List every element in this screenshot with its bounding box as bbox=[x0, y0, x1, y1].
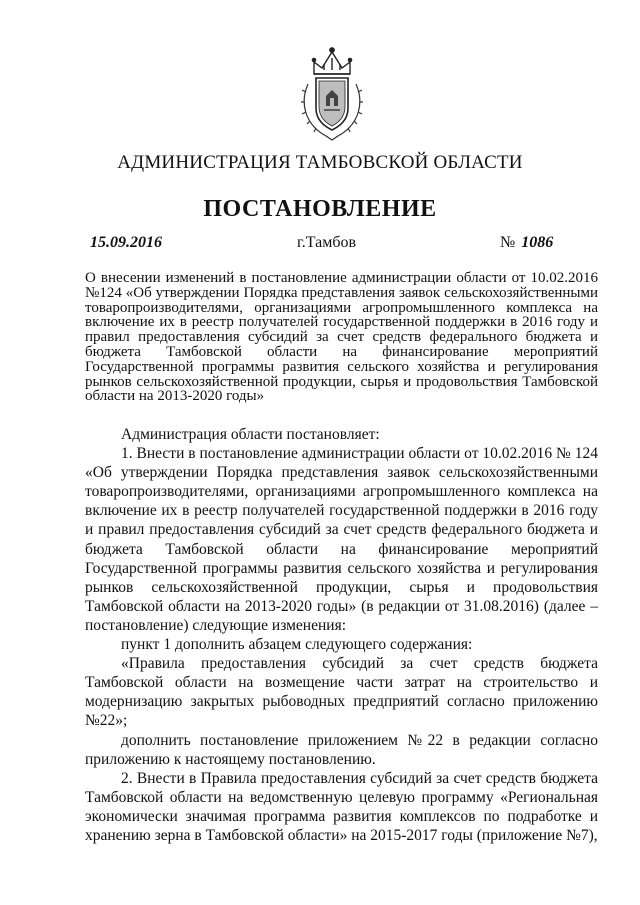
document-city: г.Тамбов bbox=[297, 234, 357, 251]
document-number bbox=[500, 234, 553, 252]
document-type-heading: ПОСТАНОВЛЕНИЕ bbox=[203, 196, 437, 222]
document-date: 15.09.2016 bbox=[90, 234, 162, 251]
body-paragraph: пункт 1 дополнить абзацем следующего содержания: bbox=[121, 636, 473, 654]
body-paragraph: «Правила предоставления субсидий за счет средств бюджета Тамбовской области на возмещение части затрат на строительство и модернизацию закрытых рыбоводных предприятий согласно приложению №22»; bbox=[85, 655, 598, 730]
shield-icon bbox=[316, 78, 348, 130]
body-paragraph: 2. Внести в Правила предоставления субсидий за счет средств бюджета Тамбовской области на ведомственную целевую программу «Региональная экономически значимая программа развития комплексов по подработке и хранению зерна в Тамбовской области» на 2015-2017 годы (приложение №7), bbox=[85, 769, 598, 844]
body-intro: Администрация области постановляет: bbox=[121, 426, 380, 443]
number-value: 1086 bbox=[521, 234, 554, 251]
crown-icon bbox=[312, 48, 351, 74]
organization-name: АДМИНИСТРАЦИЯ ТАМБОВСКОЙ ОБЛАСТИ bbox=[117, 152, 523, 173]
document-title: О внесении изменений в постановление администрации области от 10.02.2016 №124 «Об утверждении Порядка представления заявок сельскохозяйственными товаропроизводителями, организациями агропромышленного комплекса на включение их в реестр получателей государственной поддержки в 2016 году и правил предоставления субсидий за счет средств федерального бюджета и бюджета Тамбовской области на финансирование мероприятий Государственной программы развития сельского хозяйства и регулирования рынков сельскохозяйственной продукции, сырья и продовольствия Тамбовской области на 2013-2020 годы» bbox=[85, 270, 598, 405]
document-body bbox=[85, 425, 598, 845]
body-paragraph: 1. Внести в постановление администрации области от 10.02.2016 № 124 «Об утверждении Порядка представления заявок сельскохозяйственными товаропроизводителями, организациями агропромышленного комплекса на включение их в реестр получателей государственной поддержки в 2016 году и правил предоставления субсидий за счет средств федерального бюджета и бюджета Тамбовской области на финансирование мероприятий Государственной программы развития сельского хозяйства и регулирования рынков сельскохозяйственной продукции, сырья и продовольствия Тамбовской области на 2013-2020 годы» (в редакции от 31.08.2016) (далее – постановление) следующие изменения: bbox=[85, 445, 598, 634]
number-label: № bbox=[500, 234, 516, 251]
body-paragraph: дополнить постановление приложением №22 в редакции согласно приложению к настоящему постановлению. bbox=[85, 731, 598, 768]
coat-of-arms-emblem bbox=[300, 44, 364, 142]
